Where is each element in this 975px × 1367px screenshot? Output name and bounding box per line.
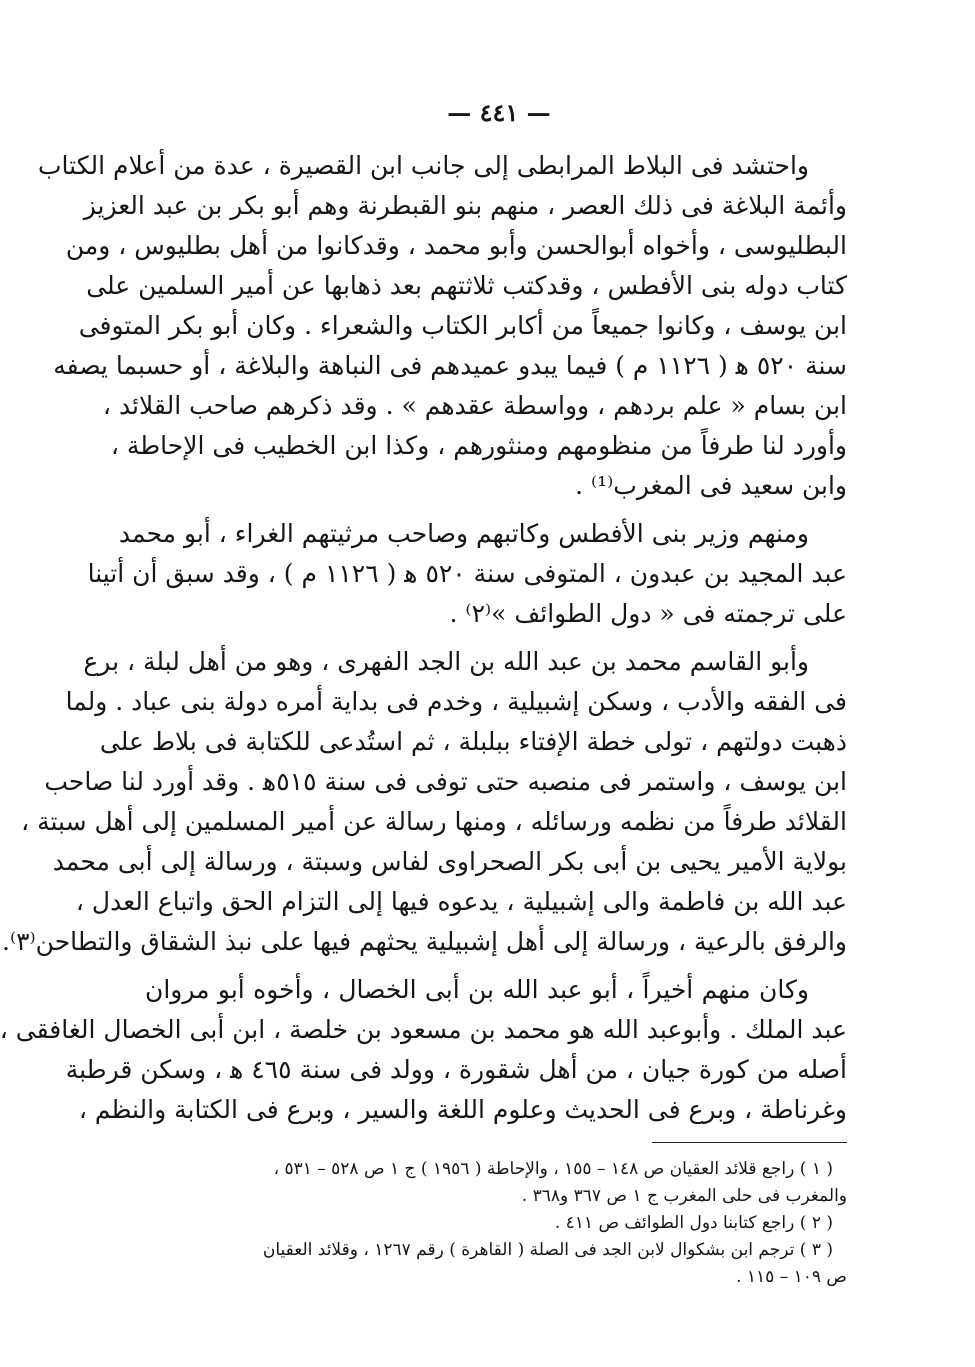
text-line: وأبو القاسم محمد بن عبد الله بن الجد الفهرى ، وهو من أهل لبلة ، برع bbox=[83, 647, 809, 676]
text-line: وكان منهم أخيراً ، أبو عبد الله بن أبى الخصال ، وأخوه أبو مروان bbox=[145, 975, 809, 1004]
main-text bbox=[0, 146, 847, 1138]
page-number: — ٤٤١ — bbox=[447, 98, 551, 127]
text-line: البطليوسى ، وأخواه أبوالحسن وأبو محمد ، وقدكانوا من أهل بطليوس ، ومن bbox=[65, 231, 847, 260]
text-line: ابن بسام « علم بردهم ، وواسطة عقدهم » . وقد ذكرهم صاحب القلائد ، bbox=[102, 391, 847, 420]
paragraph-1 bbox=[38, 146, 847, 506]
footnote-3-continued: ص ١٠٩ – ١١٥ . bbox=[736, 1267, 847, 1287]
footnotes bbox=[145, 1156, 847, 1291]
text-line: ذهبت دولتهم ، تولى خطة الإفتاء ببلبلة ، ثم استُدعى للكتابة فى بلاط على bbox=[99, 727, 847, 756]
paragraph-2 bbox=[87, 514, 847, 634]
text-line: والرفق بالرعية ، ورسالة إلى أهل إشبيلية يحثهم فيها على نبذ الشقاق والتطاحن⁽٣⁾. bbox=[2, 927, 847, 956]
text-line: كتاب دوله بنى الأفطس ، وقدكتب ثلاثتهم بعد ذهابها عن أمير السلمين على bbox=[86, 271, 847, 300]
text-line: عبد المجيد بن عبدون ، المتوفى سنة ٥٢٠ ﻫ ( ١١٢٦ م ) ، وقد سبق أن أتينا bbox=[87, 559, 847, 588]
paragraph-3 bbox=[2, 642, 847, 962]
text-line: ابن يوسف ، وكانوا جميعاً من أكابر الكتاب والشعراء . وكان أبو بكر المتوفى bbox=[78, 311, 847, 340]
text-line: عبد الملك . وأبوعبد الله هو محمد بن مسعود بن خلصة ، ابن أبى الخصال الغافقى ، bbox=[0, 1015, 847, 1044]
footnote-1: ( ١ ) راجع قلائد العقيان ص ١٤٨ – ١٥٥ ، والإحاطة ( ١٩٥٦ ) ج ١ ص ٥٢٨ – ٥٣١ ، bbox=[273, 1159, 833, 1179]
text-line: عبد الله بن فاطمة والى إشبيلية ، يدعوه فيها إلى التزام الحق واتباع العدل ، bbox=[75, 887, 847, 916]
text-line: وابن سعيد فى المغرب⁽¹⁾ . bbox=[575, 471, 847, 500]
text-line: أصله من كورة جيان ، من أهل شقورة ، وولد فى سنة ٤٦٥ ﻫ ، وسكن قرطبة bbox=[65, 1055, 847, 1084]
footnote-divider bbox=[652, 1142, 847, 1143]
footnote-3: ( ٣ ) ترجم ابن بشكوال لابن الجد فى الصلة ( القاهرة ) رقم ١٢٦٧ ، وقلائد العقيان bbox=[262, 1240, 833, 1260]
footnote-1-continued: والمغرب فى حلى المغرب ج ١ ص ٣٦٧ و٣٦٨ . bbox=[521, 1186, 847, 1206]
footnote-2: ( ٢ ) راجع كتابنا دول الطوائف ص ٤١١ . bbox=[554, 1213, 833, 1233]
text-line: بولاية الأمير يحيى بن أبى بكر الصحراوى لفاس وسبتة ، ورسالة إلى أبى محمد bbox=[52, 847, 847, 876]
text-line: سنة ٥٢٠ ﻫ ( ١١٢٦ م ) فيما يبدو عميدهم فى النباهة والبلاغة ، أو حسبما يصفه bbox=[53, 351, 847, 380]
text-line: واحتشد فى البلاط المرابطى إلى جانب ابن القصيرة ، عدة من أعلام الكتاب bbox=[38, 151, 809, 180]
text-line: وأورد لنا طرفاً من منظومهم ومنثورهم ، وكذا ابن الخطيب فى الإحاطة ، bbox=[110, 431, 847, 460]
text-line: القلائد طرفاً من نظمه ورسائله ، ومنها رسالة عن أمير المسلمين إلى أهل سبتة ، bbox=[21, 807, 847, 836]
text-line: ابن يوسف ، واستمر فى منصبه حتى توفى فى سنة ٥١٥ﻫ . وقد أورد لنا صاحب bbox=[44, 767, 847, 796]
text-line: فى الفقه والأدب ، وسكن إشبيلية ، وخدم فى بداية أمره دولة بنى عباد . ولما bbox=[65, 687, 847, 716]
text-line: وغرناطة ، وبرع فى الحديث وعلوم اللغة والسير ، وبرع فى الكتابة والنظم ، bbox=[78, 1095, 847, 1124]
text-line: ومنهم وزير بنى الأفطس وكاتبهم وصاحب مرثيتهم الغراء ، أبو محمد bbox=[118, 519, 809, 548]
text-line: وأئمة البلاغة فى ذلك العصر ، منهم بنو القبطرنة وهم أبو بكر بن عبد العزيز bbox=[83, 191, 847, 220]
text-line: على ترجمته فى « دول الطوائف »⁽٢⁾ . bbox=[449, 599, 847, 628]
paragraph-4 bbox=[0, 970, 847, 1130]
